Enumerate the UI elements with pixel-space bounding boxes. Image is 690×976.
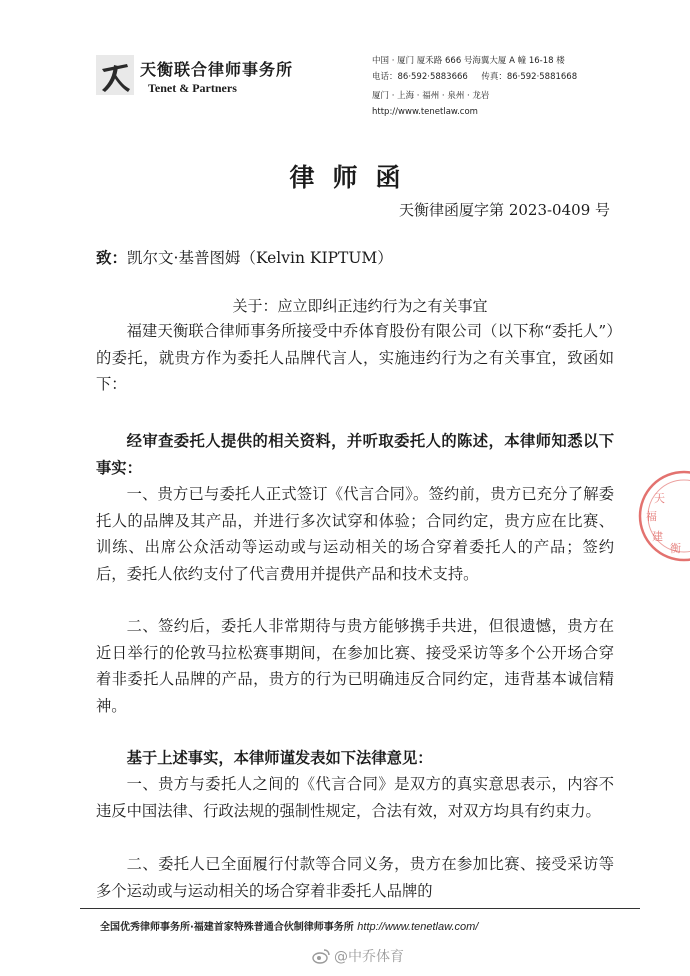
opinion-paragraph-2: 二、委托人已全面履行付款等合同义务，贵方在参加比赛、接受采访等多个运动或与运动相关的场合穿着非委托人品牌的 — [96, 855, 614, 900]
svg-text:天: 天 — [654, 492, 665, 505]
opinion-paragraph-1: 一、贵方与委托人之间的《代言合同》是双方的真实意思表示，内容不违反中国法律、行政法规的强制性规定，合法有效，对双方均具有约束力。 — [96, 775, 614, 820]
address: 中国 · 厦门 厦禾路 666 号海翼大厦 A 幢 16-18 楼 — [372, 56, 565, 66]
fax: 传真：86·592·5881668 — [481, 71, 578, 82]
svg-text:建: 建 — [652, 530, 663, 543]
document-title: 律师函 — [289, 163, 419, 192]
intro-paragraph: 福建天衡联合律师事务所接受中乔体育股份有限公司（以下称“委托人”）的委托，就贵方作为委托人品牌代言人，实施违约行为之有关事宜，致函如下： — [96, 322, 614, 393]
phone-fax-line — [372, 70, 577, 86]
fact-paragraph-2: 二、签约后，委托人非常期待与贵方能够携手共进，但很遗憾，贵方在近日举行的伦敦马拉松赛事期间，在参加比赛、接受采访等多个公开场合穿着非委托人品牌的产品，贵方的行为已明确违反合同约定，违背基本诚信精神。 — [96, 617, 614, 715]
firm-name-cn: 天衡联合律师事务所 — [140, 60, 294, 79]
weibo-watermark — [312, 946, 404, 966]
footer-divider — [80, 908, 640, 909]
subject-line: 关于：应立即纠正违约行为之有关事宜 — [232, 297, 488, 315]
phone: 电话：86·592·5883666 — [372, 71, 468, 82]
footer-slogan: 全国优秀律师事务所·福建首家特殊普通合伙制律师事务所 — [100, 922, 354, 933]
contact-block — [372, 54, 577, 120]
weibo-icon — [312, 948, 330, 964]
recipient-line — [96, 246, 393, 268]
firm-logo-icon — [96, 55, 134, 95]
document-number: 天衡律函厦字第 2023-0409 号 — [399, 201, 610, 219]
fact-paragraph-1: 一、贵方已与委托人正式签订《代言合同》。签约前，贵方已充分了解委托人的品牌及其产品，并进行多次试穿和体验；合同约定，贵方应在比赛、训练、出席公众活动等运动或与运动相关的场合穿着委托人的产品；签约后，委托人依约支付了代言费用并提供产品和技术支持。 — [96, 485, 614, 583]
office-locations: 厦门 · 上海 · 福州 · 泉州 · 龙岩 — [372, 91, 490, 101]
watermark-text: @中乔体育 — [334, 949, 404, 965]
firm-name-en: Tenet & Partners — [148, 81, 237, 95]
svg-text:福: 福 — [646, 510, 657, 523]
recipient-name: 凯尔文·基普图姆（Kelvin KIPTUM） — [127, 249, 393, 267]
opinion-heading: 基于上述事实，本律师谨发表如下法律意见： — [126, 749, 433, 767]
svg-text:衡: 衡 — [670, 542, 681, 555]
footer-url[interactable]: http://www.tenetlaw.com/ — [357, 921, 479, 933]
recipient-prefix: 致： — [96, 248, 128, 267]
red-seal-stamp — [636, 468, 690, 564]
facts-heading: 经审查委托人提供的相关资料，并听取委托人的陈述，本律师知悉以下事实： — [96, 432, 614, 477]
footer — [100, 918, 478, 933]
website: http://www.tenetlaw.com — [372, 106, 478, 117]
